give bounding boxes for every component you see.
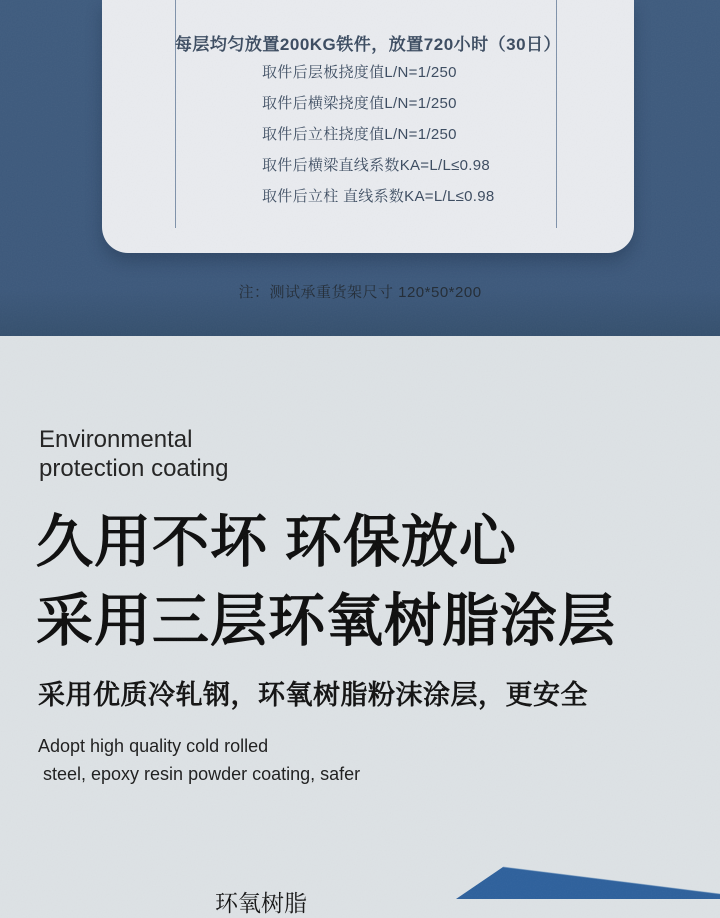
test-result-row: 取件后层板挠度值L/N=1/250 xyxy=(262,64,457,81)
coating-section xyxy=(0,336,720,916)
eyebrow-line-2: protection coating xyxy=(39,455,229,482)
blue-board-corner xyxy=(448,863,720,899)
section-subtitle: 采用优质冷轧钢，环氧树脂粉沫涂层，更安全 xyxy=(38,680,588,710)
load-test-section xyxy=(0,0,720,336)
section-english-caption xyxy=(38,737,360,784)
epoxy-resin-label: 环氧树脂 xyxy=(215,890,307,916)
load-test-results xyxy=(262,65,495,220)
section-eyebrow xyxy=(39,425,228,483)
headline-line-2: 采用三层环氧树脂涂层 xyxy=(36,589,616,653)
test-size-note: 注：测试承重货架尺寸 120*50*200 xyxy=(238,284,482,301)
load-test-title: 每层均匀放置200KG铁件，放置720小时（30日） xyxy=(174,35,562,54)
headline-line-1: 久用不坏 环保放心 xyxy=(36,510,517,574)
test-result-row: 取件后横梁直线系数KA=L/L≤0.98 xyxy=(262,157,491,174)
section-headline xyxy=(36,503,616,661)
eyebrow-line-1: Environmental xyxy=(39,426,193,453)
english-line-2: steel, epoxy resin powder coating, safer xyxy=(43,764,361,784)
test-result-row: 取件后立柱 直线系数KA=L/L≤0.98 xyxy=(262,188,495,205)
english-line-1: Adopt high quality cold rolled xyxy=(38,736,269,756)
test-result-row: 取件后横梁挠度值L/N=1/250 xyxy=(262,95,457,112)
load-test-card xyxy=(102,0,634,253)
test-result-row: 取件后立柱挠度值L/N=1/250 xyxy=(262,126,457,143)
